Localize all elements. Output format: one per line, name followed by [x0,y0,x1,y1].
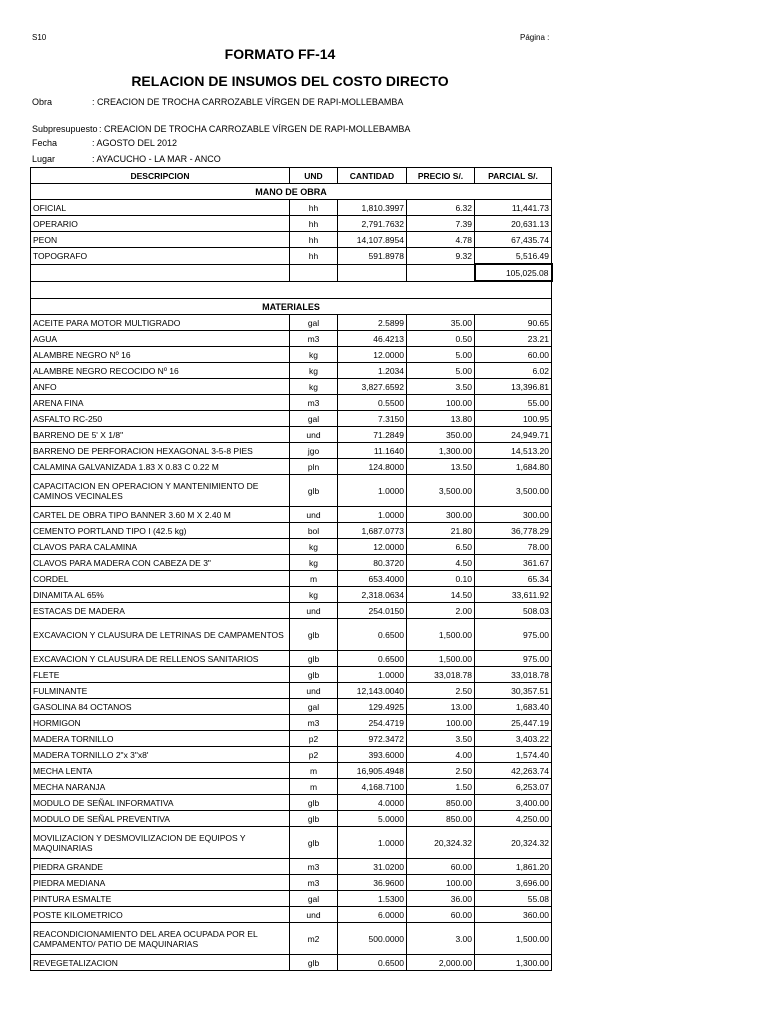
fecha-value: : AGOSTO DEL 2012 [92,138,178,148]
cell-cantidad: 393.6000 [338,747,407,763]
cell-und: hh [290,216,338,232]
table-row [31,955,552,971]
table-header-row [31,168,552,184]
table-row [31,731,552,747]
table-row [31,779,552,795]
table-row [31,395,552,411]
cell-parcial: 33,611.92 [475,587,552,603]
cell-und: und [290,427,338,443]
table-row [31,555,552,571]
cell-und: m [290,779,338,795]
table-row [31,699,552,715]
cell-precio: 5.00 [407,363,475,379]
table-row [31,347,552,363]
table-row [31,811,552,827]
subtotal-row [31,264,552,281]
cell-precio: 0.50 [407,331,475,347]
cell-precio: 1,500.00 [407,619,475,651]
cell-und: kg [290,539,338,555]
cell-und: kg [290,555,338,571]
cell-parcial: 25,447.19 [475,715,552,731]
cell-cantidad: 1.2034 [338,363,407,379]
insumos-table [30,167,553,971]
table-row [31,216,552,232]
cell-cantidad: 254.0150 [338,603,407,619]
cell-cantidad: 1.5300 [338,891,407,907]
cell-descripcion: EXCAVACION Y CLAUSURA DE RELLENOS SANITARIOS [31,651,290,667]
cell-descripcion: ALAMBRE NEGRO RECOCIDO Nº 16 [31,363,290,379]
table-row [31,200,552,216]
page-label: Página : [520,33,550,42]
cell-cantidad: 2,318.0634 [338,587,407,603]
cell-und: pln [290,459,338,475]
cell-und: p2 [290,731,338,747]
cell-descripcion: MODULO DE SEÑAL PREVENTIVA [31,811,290,827]
cell-precio: 60.00 [407,859,475,875]
cell-cantidad: 12.0000 [338,347,407,363]
cell-precio: 3.00 [407,923,475,955]
table-row [31,587,552,603]
cell-cantidad: 0.6500 [338,619,407,651]
cell-parcial: 6,253.07 [475,779,552,795]
cell-descripcion: CALAMINA GALVANIZADA 1.83 X 0.83 C 0.22 M [31,459,290,475]
cell-cantidad: 1.0000 [338,827,407,859]
cell-descripcion: PIEDRA MEDIANA [31,875,290,891]
cell-precio: 3.50 [407,379,475,395]
cell-und: m3 [290,875,338,891]
cell-precio: 9.32 [407,248,475,265]
cell-cantidad: 591.8978 [338,248,407,265]
obra-value: : CREACION DE TROCHA CARROZABLE VÍRGEN DE RAPI-MOLLEBAMBA [92,97,404,107]
cell-und: und [290,907,338,923]
cell-descripcion: MECHA NARANJA [31,779,290,795]
cell-descripcion: PINTURA ESMALTE [31,891,290,907]
cell-und: m3 [290,715,338,731]
cell-parcial: 30,357.51 [475,683,552,699]
cell-descripcion: CEMENTO PORTLAND TIPO I (42.5 kg) [31,523,290,539]
cell-descripcion: TOPOGRAFO [31,248,290,265]
col-descripcion: DESCRIPCION [31,168,290,184]
cell-cantidad: 1.0000 [338,475,407,507]
cell-precio: 20,324.32 [407,827,475,859]
table-row [31,315,552,331]
section-row-materiales [31,299,552,315]
cell-cantidad: 4,168.7100 [338,779,407,795]
cell-descripcion: ANFO [31,379,290,395]
cell-precio: 1,500.00 [407,651,475,667]
cell-cantidad: 0.6500 [338,955,407,971]
cell-cantidad: 0.5500 [338,395,407,411]
table-row [31,411,552,427]
cell-parcial: 975.00 [475,619,552,651]
cell-cantidad: 3,827.6592 [338,379,407,395]
cell-descripcion: FLETE [31,667,290,683]
cell-descripcion: MADERA TORNILLO [31,731,290,747]
blank-cell [407,264,475,281]
cell-precio: 100.00 [407,875,475,891]
cell-und: glb [290,795,338,811]
cell-cantidad: 254.4719 [338,715,407,731]
cell-precio: 100.00 [407,715,475,731]
lugar-label: Lugar [32,154,56,164]
cell-precio: 2.50 [407,763,475,779]
mano-de-obra-total: 105,025.08 [475,264,552,281]
cell-precio: 3,500.00 [407,475,475,507]
cell-descripcion: ACEITE PARA MOTOR MULTIGRADO [31,315,290,331]
cell-precio: 13.80 [407,411,475,427]
cell-descripcion: MADERA TORNILLO 2"x 3"x8' [31,747,290,763]
table-row [31,248,552,265]
cell-cantidad: 972.3472 [338,731,407,747]
cell-descripcion: REVEGETALIZACION [31,955,290,971]
cell-parcial: 3,500.00 [475,475,552,507]
cell-descripcion: CARTEL DE OBRA TIPO BANNER 3.60 M X 2.40 M [31,507,290,523]
cell-parcial: 361.67 [475,555,552,571]
cell-cantidad: 5.0000 [338,811,407,827]
cell-descripcion: MODULO DE SEÑAL INFORMATIVA [31,795,290,811]
cell-und: kg [290,363,338,379]
table-row [31,459,552,475]
cell-parcial: 23.21 [475,331,552,347]
cell-precio: 4.00 [407,747,475,763]
cell-cantidad: 4.0000 [338,795,407,811]
cell-precio: 36.00 [407,891,475,907]
cell-descripcion: CAPACITACION EN OPERACION Y MANTENIMIENTO DE CAMINOS VECINALES [31,475,290,507]
cell-descripcion: MECHA LENTA [31,763,290,779]
blank-cell [290,264,338,281]
cell-und: m [290,571,338,587]
section-row-mano-de-obra [31,184,552,200]
cell-parcial: 60.00 [475,347,552,363]
cell-precio: 35.00 [407,315,475,331]
cell-descripcion: EXCAVACION Y CLAUSURA DE LETRINAS DE CAMPAMENTOS [31,619,290,651]
form-title: FORMATO FF-14 [224,46,336,62]
cell-und: bol [290,523,338,539]
table-row [31,827,552,859]
cell-und: und [290,603,338,619]
cell-parcial: 975.00 [475,651,552,667]
cell-cantidad: 1.0000 [338,667,407,683]
cell-parcial: 13,396.81 [475,379,552,395]
table-row [31,475,552,507]
cell-descripcion: HORMIGON [31,715,290,731]
cell-cantidad: 31.0200 [338,859,407,875]
table-row [31,539,552,555]
table-row [31,379,552,395]
section-title-mano-de-obra: MANO DE OBRA [31,184,552,200]
cell-precio: 6.32 [407,200,475,216]
table-row [31,763,552,779]
cell-descripcion: REACONDICIONAMIENTO DEL AREA OCUPADA POR EL CAMPAMENTO/ PATIO DE MAQUINARIAS [31,923,290,955]
col-precio: PRECIO S/. [407,168,475,184]
cell-descripcion: POSTE KILOMETRICO [31,907,290,923]
table-row [31,907,552,923]
cell-und: kg [290,379,338,395]
cell-und: m [290,763,338,779]
cell-und: m3 [290,395,338,411]
cell-precio: 13.50 [407,459,475,475]
cell-und: hh [290,232,338,248]
table-row [31,232,552,248]
cell-descripcion: GASOLINA 84 OCTANOS [31,699,290,715]
cell-cantidad: 12.0000 [338,539,407,555]
cell-cantidad: 46.4213 [338,331,407,347]
cell-parcial: 1,684.80 [475,459,552,475]
subpresupuesto-label: Subpresupuesto [32,124,98,134]
report-title: RELACION DE INSUMOS DEL COSTO DIRECTO [131,73,449,89]
cell-und: glb [290,955,338,971]
cell-cantidad: 1.0000 [338,507,407,523]
cell-precio: 350.00 [407,427,475,443]
cell-descripcion: ASFALTO RC-250 [31,411,290,427]
cell-cantidad: 653.4000 [338,571,407,587]
cell-parcial: 36,778.29 [475,523,552,539]
cell-precio: 2.50 [407,683,475,699]
cell-cantidad: 129.4925 [338,699,407,715]
cell-cantidad: 12,143.0040 [338,683,407,699]
lugar-value: : AYACUCHO - LA MAR - ANCO [92,154,221,164]
table-row [31,747,552,763]
cell-descripcion: AGUA [31,331,290,347]
cell-precio: 100.00 [407,395,475,411]
cell-precio: 7.39 [407,216,475,232]
table-row [31,875,552,891]
cell-und: glb [290,811,338,827]
cell-precio: 4.50 [407,555,475,571]
cell-parcial: 11,441.73 [475,200,552,216]
table-row [31,715,552,731]
cell-precio: 6.50 [407,539,475,555]
cell-und: gal [290,699,338,715]
table-row [31,363,552,379]
cell-cantidad: 11.1640 [338,443,407,459]
cell-und: gal [290,315,338,331]
spacer-cell [31,281,552,299]
cell-cantidad: 71.2849 [338,427,407,443]
cell-und: p2 [290,747,338,763]
cell-parcial: 4,250.00 [475,811,552,827]
cell-descripcion: CORDEL [31,571,290,587]
cell-parcial: 6.02 [475,363,552,379]
cell-und: glb [290,619,338,651]
report-code: S10 [32,33,47,42]
cell-parcial: 20,631.13 [475,216,552,232]
cell-cantidad: 1,687.0773 [338,523,407,539]
cell-descripcion: CLAVOS PARA CALAMINA [31,539,290,555]
cell-und: glb [290,667,338,683]
cell-precio: 4.78 [407,232,475,248]
col-cantidad: CANTIDAD [338,168,407,184]
cell-precio: 2.00 [407,603,475,619]
cell-cantidad: 16,905.4948 [338,763,407,779]
cell-descripcion: ARENA FINA [31,395,290,411]
cell-parcial: 1,683.40 [475,699,552,715]
cell-cantidad: 80.3720 [338,555,407,571]
table-row [31,619,552,651]
table-row [31,891,552,907]
cell-parcial: 42,263.74 [475,763,552,779]
cell-parcial: 20,324.32 [475,827,552,859]
cell-descripcion: CLAVOS PARA MADERA CON CABEZA DE 3" [31,555,290,571]
cell-parcial: 360.00 [475,907,552,923]
cell-cantidad: 14,107.8954 [338,232,407,248]
cell-parcial: 5,516.49 [475,248,552,265]
cell-descripcion: DINAMITA AL 65% [31,587,290,603]
cell-precio: 60.00 [407,907,475,923]
cell-descripcion: BARRENO DE 5' X 1/8" [31,427,290,443]
cell-precio: 13.00 [407,699,475,715]
cell-parcial: 1,500.00 [475,923,552,955]
cell-parcial: 1,861.20 [475,859,552,875]
cell-und: hh [290,248,338,265]
cell-parcial: 3,400.00 [475,795,552,811]
table-row [31,571,552,587]
cell-und: kg [290,347,338,363]
cell-und: und [290,507,338,523]
cell-parcial: 65.34 [475,571,552,587]
cell-parcial: 55.00 [475,395,552,411]
cell-parcial: 24,949.71 [475,427,552,443]
table-row [31,427,552,443]
fecha-label: Fecha [32,138,58,148]
table-row [31,507,552,523]
cell-descripcion: BARRENO DE PERFORACION HEXAGONAL 3-5-8 PIES [31,443,290,459]
cell-precio: 21.80 [407,523,475,539]
cell-precio: 0.10 [407,571,475,587]
table-row [31,923,552,955]
table-row [31,859,552,875]
cell-cantidad: 7.3150 [338,411,407,427]
blank-cell [338,264,407,281]
cell-cantidad: 36.9600 [338,875,407,891]
cell-und: glb [290,651,338,667]
cell-precio: 14.50 [407,587,475,603]
cell-descripcion: PEON [31,232,290,248]
table-row [31,523,552,539]
cell-precio: 3.50 [407,731,475,747]
cell-parcial: 508.03 [475,603,552,619]
cell-und: hh [290,200,338,216]
obra-label: Obra [32,97,53,107]
blank-cell [31,264,290,281]
table-row [31,331,552,347]
cell-und: m3 [290,859,338,875]
cell-parcial: 67,435.74 [475,232,552,248]
cell-descripcion: OFICIAL [31,200,290,216]
cell-parcial: 78.00 [475,539,552,555]
cell-parcial: 1,300.00 [475,955,552,971]
table-row [31,443,552,459]
cell-parcial: 90.65 [475,315,552,331]
cell-parcial: 100.95 [475,411,552,427]
table-row [31,651,552,667]
cell-und: glb [290,475,338,507]
cell-parcial: 14,513.20 [475,443,552,459]
cell-cantidad: 2.5899 [338,315,407,331]
cell-precio: 2,000.00 [407,955,475,971]
cell-cantidad: 1,810.3997 [338,200,407,216]
col-und: UND [290,168,338,184]
cell-und: glb [290,827,338,859]
cell-parcial: 55.08 [475,891,552,907]
cell-descripcion: PIEDRA GRANDE [31,859,290,875]
table-row [31,795,552,811]
cell-precio: 33,018.78 [407,667,475,683]
cell-parcial: 33,018.78 [475,667,552,683]
cell-parcial: 1,574.40 [475,747,552,763]
subpresupuesto-value: : CREACION DE TROCHA CARROZABLE VÍRGEN DE RAPI-MOLLEBAMBA [99,124,411,134]
table-row [31,603,552,619]
cell-descripcion: FULMINANTE [31,683,290,699]
cell-precio: 1,300.00 [407,443,475,459]
cell-cantidad: 0.6500 [338,651,407,667]
cell-und: m2 [290,923,338,955]
cell-parcial: 3,696.00 [475,875,552,891]
cell-und: jgo [290,443,338,459]
cell-precio: 300.00 [407,507,475,523]
cell-und: und [290,683,338,699]
cell-descripcion: ESTACAS DE MADERA [31,603,290,619]
cell-und: gal [290,411,338,427]
cell-parcial: 3,403.22 [475,731,552,747]
cell-und: gal [290,891,338,907]
cell-parcial: 300.00 [475,507,552,523]
cell-precio: 850.00 [407,811,475,827]
cell-cantidad: 6.0000 [338,907,407,923]
cell-cantidad: 2,791.7632 [338,216,407,232]
table-row [31,667,552,683]
cell-cantidad: 124.8000 [338,459,407,475]
cell-und: m3 [290,331,338,347]
cell-precio: 5.00 [407,347,475,363]
col-parcial: PARCIAL S/. [475,168,552,184]
cell-precio: 1.50 [407,779,475,795]
cell-descripcion: ALAMBRE NEGRO Nº 16 [31,347,290,363]
cell-descripcion: OPERARIO [31,216,290,232]
cell-und: kg [290,587,338,603]
cell-cantidad: 500.0000 [338,923,407,955]
cell-precio: 850.00 [407,795,475,811]
cell-descripcion: MOVILIZACION Y DESMOVILIZACION DE EQUIPOS Y MAQUINARIAS [31,827,290,859]
table-row [31,683,552,699]
spacer-row [31,281,552,299]
section-title-materiales: MATERIALES [31,299,552,315]
